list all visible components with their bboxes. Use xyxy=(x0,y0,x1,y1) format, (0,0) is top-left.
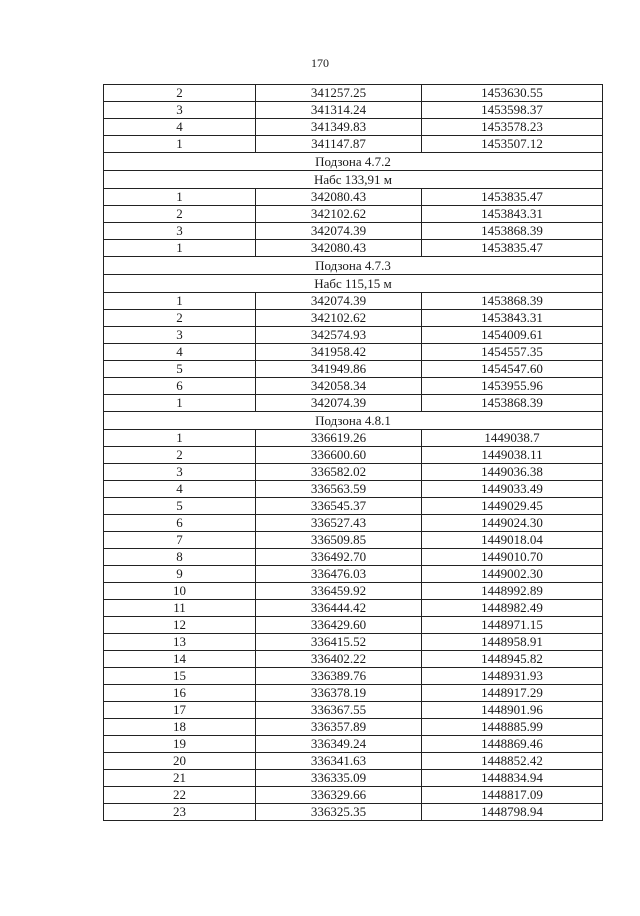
point-number-cell: 20 xyxy=(104,753,256,770)
point-number-cell: 7 xyxy=(104,532,256,549)
point-number-cell: 13 xyxy=(104,634,256,651)
coordinates-table xyxy=(103,84,603,821)
table-row xyxy=(104,310,603,327)
y-coordinate-cell: 1448958.91 xyxy=(422,634,603,651)
y-coordinate-cell: 1453868.39 xyxy=(422,395,603,412)
table-row xyxy=(104,430,603,447)
x-coordinate-cell: 341314.24 xyxy=(256,102,422,119)
y-coordinate-cell: 1448869.46 xyxy=(422,736,603,753)
point-number-cell: 8 xyxy=(104,549,256,566)
page-number: 170 xyxy=(311,56,329,70)
subzone-height-row xyxy=(104,171,603,189)
subzone-title: Подзона 4.7.3 xyxy=(104,257,603,275)
x-coordinate-cell: 342058.34 xyxy=(256,378,422,395)
x-coordinate-cell: 336509.85 xyxy=(256,532,422,549)
table-row xyxy=(104,102,603,119)
x-coordinate-cell: 342102.62 xyxy=(256,206,422,223)
y-coordinate-cell: 1448834.94 xyxy=(422,770,603,787)
table-row xyxy=(104,566,603,583)
table-row xyxy=(104,361,603,378)
y-coordinate-cell: 1448931.93 xyxy=(422,668,603,685)
point-number-cell: 2 xyxy=(104,447,256,464)
point-number-cell: 5 xyxy=(104,498,256,515)
y-coordinate-cell: 1453578.23 xyxy=(422,119,603,136)
point-number-cell: 14 xyxy=(104,651,256,668)
table-row xyxy=(104,515,603,532)
x-coordinate-cell: 336349.24 xyxy=(256,736,422,753)
x-coordinate-cell: 341958.42 xyxy=(256,344,422,361)
y-coordinate-cell: 1448992.89 xyxy=(422,583,603,600)
point-number-cell: 4 xyxy=(104,344,256,361)
x-coordinate-cell: 342102.62 xyxy=(256,310,422,327)
x-coordinate-cell: 336357.89 xyxy=(256,719,422,736)
point-number-cell: 2 xyxy=(104,206,256,223)
y-coordinate-cell: 1453843.31 xyxy=(422,206,603,223)
table-row xyxy=(104,668,603,685)
point-number-cell: 2 xyxy=(104,310,256,327)
subzone-title: Подзона 4.7.2 xyxy=(104,153,603,171)
x-coordinate-cell: 341257.25 xyxy=(256,85,422,102)
table-row xyxy=(104,85,603,102)
table-row xyxy=(104,532,603,549)
x-coordinate-cell: 336476.03 xyxy=(256,566,422,583)
x-coordinate-cell: 336527.43 xyxy=(256,515,422,532)
y-coordinate-cell: 1448945.82 xyxy=(422,651,603,668)
y-coordinate-cell: 1449036.38 xyxy=(422,464,603,481)
table-row xyxy=(104,719,603,736)
y-coordinate-cell: 1449029.45 xyxy=(422,498,603,515)
subzone-title-row xyxy=(104,257,603,275)
coordinates-table-body xyxy=(104,85,603,821)
point-number-cell: 3 xyxy=(104,223,256,240)
x-coordinate-cell: 336329.66 xyxy=(256,787,422,804)
table-row xyxy=(104,617,603,634)
y-coordinate-cell: 1449024.30 xyxy=(422,515,603,532)
x-coordinate-cell: 341949.86 xyxy=(256,361,422,378)
x-coordinate-cell: 342080.43 xyxy=(256,240,422,257)
x-coordinate-cell: 336582.02 xyxy=(256,464,422,481)
table-row xyxy=(104,583,603,600)
table-row xyxy=(104,651,603,668)
subzone-title-row xyxy=(104,412,603,430)
y-coordinate-cell: 1449002.30 xyxy=(422,566,603,583)
point-number-cell: 6 xyxy=(104,515,256,532)
y-coordinate-cell: 1453507.12 xyxy=(422,136,603,153)
x-coordinate-cell: 336600.60 xyxy=(256,447,422,464)
x-coordinate-cell: 336367.55 xyxy=(256,702,422,719)
x-coordinate-cell: 336335.09 xyxy=(256,770,422,787)
table-row xyxy=(104,119,603,136)
y-coordinate-cell: 1449010.70 xyxy=(422,549,603,566)
table-row xyxy=(104,293,603,310)
point-number-cell: 6 xyxy=(104,378,256,395)
y-coordinate-cell: 1448885.99 xyxy=(422,719,603,736)
table-row xyxy=(104,498,603,515)
y-coordinate-cell: 1453868.39 xyxy=(422,293,603,310)
table-row xyxy=(104,378,603,395)
x-coordinate-cell: 342074.39 xyxy=(256,293,422,310)
x-coordinate-cell: 336545.37 xyxy=(256,498,422,515)
table-row xyxy=(104,344,603,361)
point-number-cell: 1 xyxy=(104,395,256,412)
x-coordinate-cell: 336415.52 xyxy=(256,634,422,651)
x-coordinate-cell: 336429.60 xyxy=(256,617,422,634)
table-row xyxy=(104,395,603,412)
y-coordinate-cell: 1449038.11 xyxy=(422,447,603,464)
table-row xyxy=(104,600,603,617)
table-row xyxy=(104,189,603,206)
point-number-cell: 1 xyxy=(104,293,256,310)
point-number-cell: 18 xyxy=(104,719,256,736)
y-coordinate-cell: 1448917.29 xyxy=(422,685,603,702)
point-number-cell: 2 xyxy=(104,85,256,102)
y-coordinate-cell: 1453598.37 xyxy=(422,102,603,119)
table-row xyxy=(104,481,603,498)
point-number-cell: 1 xyxy=(104,430,256,447)
y-coordinate-cell: 1449018.04 xyxy=(422,532,603,549)
y-coordinate-cell: 1454009.61 xyxy=(422,327,603,344)
point-number-cell: 1 xyxy=(104,136,256,153)
table-row xyxy=(104,770,603,787)
point-number-cell: 22 xyxy=(104,787,256,804)
y-coordinate-cell: 1449038.7 xyxy=(422,430,603,447)
x-coordinate-cell: 336325.35 xyxy=(256,804,422,821)
table-row xyxy=(104,447,603,464)
y-coordinate-cell: 1448971.15 xyxy=(422,617,603,634)
table-row xyxy=(104,736,603,753)
y-coordinate-cell: 1453630.55 xyxy=(422,85,603,102)
table-row xyxy=(104,327,603,344)
point-number-cell: 10 xyxy=(104,583,256,600)
y-coordinate-cell: 1453835.47 xyxy=(422,240,603,257)
point-number-cell: 9 xyxy=(104,566,256,583)
x-coordinate-cell: 341147.87 xyxy=(256,136,422,153)
point-number-cell: 21 xyxy=(104,770,256,787)
x-coordinate-cell: 336341.63 xyxy=(256,753,422,770)
x-coordinate-cell: 336492.70 xyxy=(256,549,422,566)
y-coordinate-cell: 1454547.60 xyxy=(422,361,603,378)
point-number-cell: 3 xyxy=(104,102,256,119)
table-row xyxy=(104,549,603,566)
point-number-cell: 3 xyxy=(104,464,256,481)
x-coordinate-cell: 342574.93 xyxy=(256,327,422,344)
y-coordinate-cell: 1454557.35 xyxy=(422,344,603,361)
y-coordinate-cell: 1453868.39 xyxy=(422,223,603,240)
subzone-height: Набс 133,91 м xyxy=(104,171,603,189)
table-row xyxy=(104,223,603,240)
y-coordinate-cell: 1453843.31 xyxy=(422,310,603,327)
y-coordinate-cell: 1448901.96 xyxy=(422,702,603,719)
subzone-height-row xyxy=(104,275,603,293)
table-row xyxy=(104,804,603,821)
point-number-cell: 16 xyxy=(104,685,256,702)
x-coordinate-cell: 336378.19 xyxy=(256,685,422,702)
table-row xyxy=(104,787,603,804)
point-number-cell: 3 xyxy=(104,327,256,344)
y-coordinate-cell: 1448852.42 xyxy=(422,753,603,770)
x-coordinate-cell: 336444.42 xyxy=(256,600,422,617)
point-number-cell: 1 xyxy=(104,189,256,206)
y-coordinate-cell: 1453955.96 xyxy=(422,378,603,395)
x-coordinate-cell: 336459.92 xyxy=(256,583,422,600)
point-number-cell: 17 xyxy=(104,702,256,719)
table-row xyxy=(104,136,603,153)
table-row xyxy=(104,464,603,481)
point-number-cell: 4 xyxy=(104,119,256,136)
subzone-title-row xyxy=(104,153,603,171)
table-row xyxy=(104,753,603,770)
y-coordinate-cell: 1453835.47 xyxy=(422,189,603,206)
table-row xyxy=(104,240,603,257)
x-coordinate-cell: 342074.39 xyxy=(256,223,422,240)
table-row xyxy=(104,206,603,223)
x-coordinate-cell: 342074.39 xyxy=(256,395,422,412)
point-number-cell: 19 xyxy=(104,736,256,753)
point-number-cell: 11 xyxy=(104,600,256,617)
point-number-cell: 23 xyxy=(104,804,256,821)
y-coordinate-cell: 1449033.49 xyxy=(422,481,603,498)
point-number-cell: 5 xyxy=(104,361,256,378)
table-row xyxy=(104,685,603,702)
y-coordinate-cell: 1448982.49 xyxy=(422,600,603,617)
table-row xyxy=(104,702,603,719)
point-number-cell: 4 xyxy=(104,481,256,498)
x-coordinate-cell: 336563.59 xyxy=(256,481,422,498)
x-coordinate-cell: 336619.26 xyxy=(256,430,422,447)
subzone-height: Набс 115,15 м xyxy=(104,275,603,293)
table-row xyxy=(104,634,603,651)
y-coordinate-cell: 1448817.09 xyxy=(422,787,603,804)
point-number-cell: 15 xyxy=(104,668,256,685)
subzone-title: Подзона 4.8.1 xyxy=(104,412,603,430)
x-coordinate-cell: 342080.43 xyxy=(256,189,422,206)
x-coordinate-cell: 336389.76 xyxy=(256,668,422,685)
point-number-cell: 1 xyxy=(104,240,256,257)
x-coordinate-cell: 341349.83 xyxy=(256,119,422,136)
y-coordinate-cell: 1448798.94 xyxy=(422,804,603,821)
point-number-cell: 12 xyxy=(104,617,256,634)
x-coordinate-cell: 336402.22 xyxy=(256,651,422,668)
